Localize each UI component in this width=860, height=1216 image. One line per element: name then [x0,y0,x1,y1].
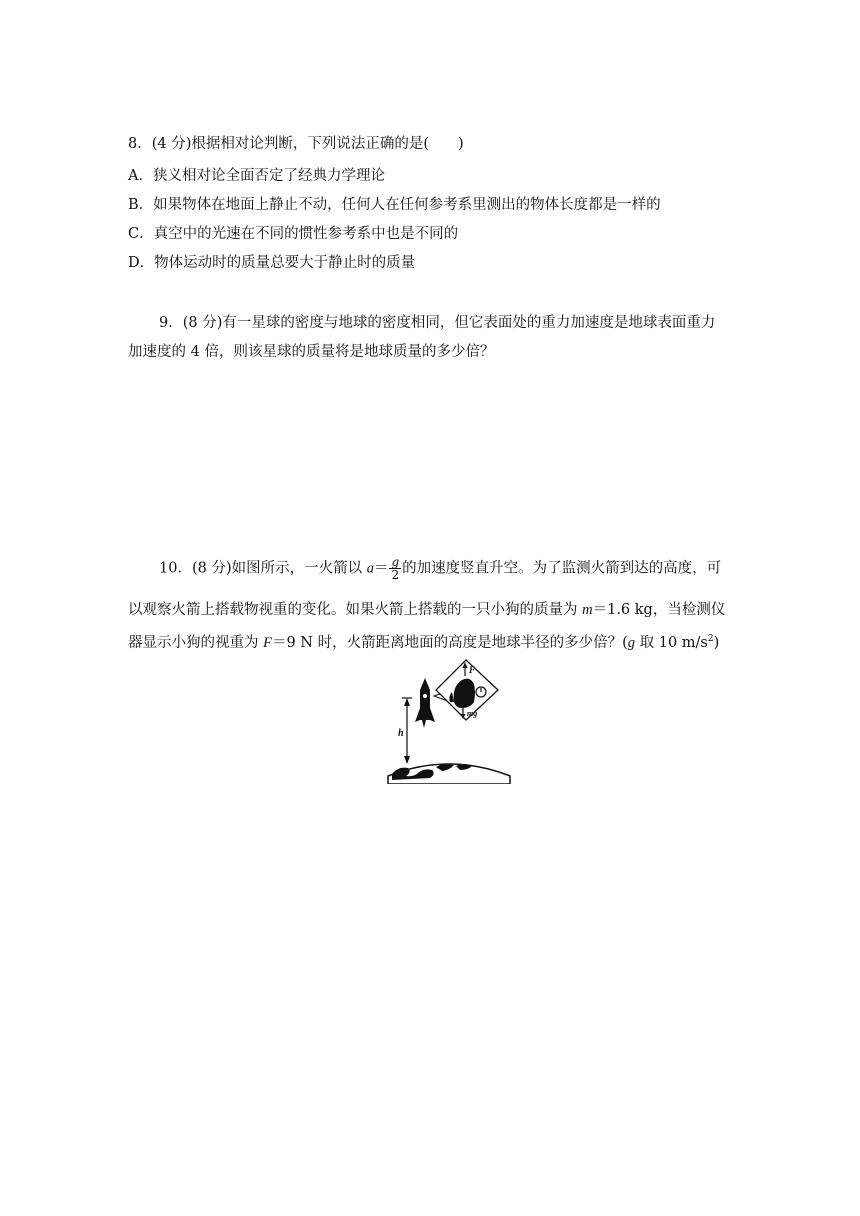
question-8-option-b: B．如果物体在地面上静止不动，任何人在任何参考系里测出的物体长度都是一样的 [128,197,661,213]
fraction-g-over-2: $\frac{g}{2}$ [391,555,400,582]
question-10-line-3: 器显示小狗的视重为 F＝9 N 时，火箭距离地面的高度是地球半径的多少倍？(g 取 10 $m/s^2$) [128,634,720,651]
question-8-option-a: A．狭义相对论全面否定了经典力学理论 [128,168,385,184]
question-8-stem: 8．(4 分)根据相对论判断，下列说法正确的是( ) [128,136,464,152]
question-10-line-2: 以观察火箭上搭载物视重的变化。如果火箭上搭载的一只小狗的质量为 m＝1.6 kg，当检测仪 [128,602,726,618]
label-h: h [398,728,404,739]
label-mg: mg [467,709,478,718]
rocket-figure [384,656,514,784]
question-9-line-1: 9．(8 分)有一星球的密度与地球的密度相同，但它表面处的重力加速度是地球表面重力 [159,315,716,331]
question-8-option-c: C．真空中的光速在不同的惯性参考系中也是不同的 [128,226,459,242]
question-9-line-2: 加速度的 4 倍，则该星球的质量将是地球质量的多少倍？ [128,344,495,360]
label-F: F [469,665,476,675]
rocket-icon [415,678,435,728]
question-8-option-d: D．物体运动时的质量总要大于静止时的质量 [128,255,416,271]
question-10-line-1: 10．(8 分)如图所示，一火箭以 a＝ $\frac{g}{2}$ 的加速度竖直升空。为了监测火箭到达的高度，可 [159,555,722,582]
